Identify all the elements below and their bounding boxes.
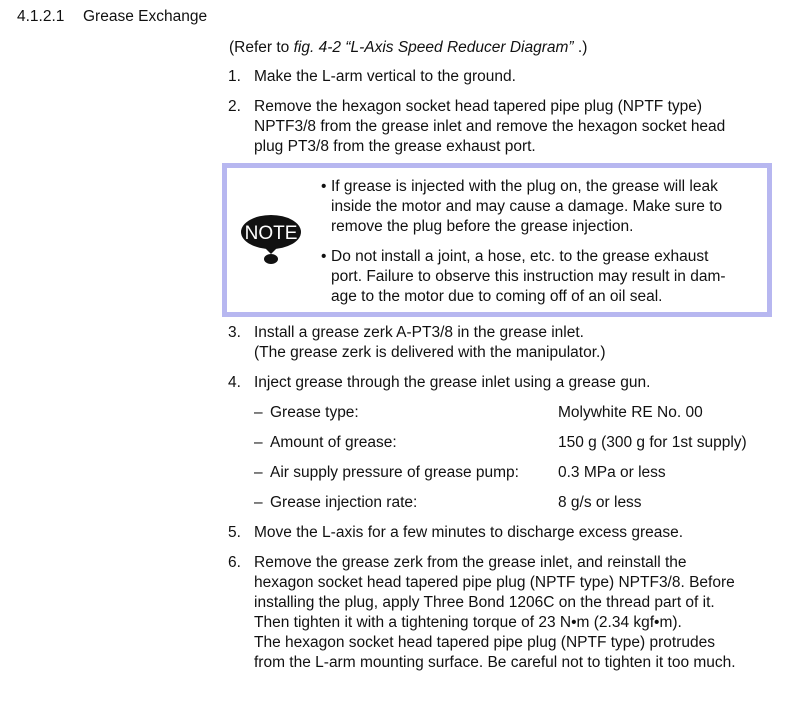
note-box <box>222 163 772 317</box>
step-line: Move the L-axis for a few minutes to discharge excess grease. <box>254 524 684 541</box>
step-line: Remove the grease zerk from the grease inlet, and reinstall the <box>254 554 687 571</box>
step-line: installing the plug, apply Three Bond 1206C on the thread part of it. <box>254 594 715 611</box>
spec-dash: – <box>254 404 263 421</box>
step-number: 1. <box>228 68 241 85</box>
spec-label: Air supply pressure of grease pump: <box>270 464 519 481</box>
step-line: Then tighten it with a tightening torque of 23 N•m (2.34 kgf•m). <box>254 614 682 631</box>
spec-label: Grease injection rate: <box>270 494 418 511</box>
note-bullet-text <box>331 247 726 307</box>
section-number: 4.1.2.1 <box>17 8 65 25</box>
reference-fig: fig. 4-2 <box>293 39 341 56</box>
step-4-text <box>254 373 650 393</box>
step-line: (The grease zerk is delivered with the manipulator.) <box>254 344 606 361</box>
reference-suffix: .) <box>577 39 588 56</box>
step-6-text <box>254 553 736 673</box>
step-1-text <box>254 67 516 87</box>
reference-prefix: (Refer to <box>229 39 294 56</box>
note-line: Do not install a joint, a hose, etc. to the grease exhaust <box>331 248 709 265</box>
note-line: remove the plug before the grease injection. <box>331 218 634 235</box>
note-line: If grease is injected with the plug on, the grease will leak <box>331 178 718 195</box>
step-number: 2. <box>228 98 241 115</box>
step-line: Make the L-arm vertical to the ground. <box>254 68 516 85</box>
note-bullet-text <box>331 177 722 237</box>
step-5-text <box>254 523 683 543</box>
step-number: 3. <box>228 324 241 341</box>
bullet-dot: • <box>321 248 327 265</box>
step-number: 6. <box>228 554 241 571</box>
spec-value: Molywhite RE No. 00 <box>558 404 703 421</box>
spec-dash: – <box>254 434 263 451</box>
step-number: 5. <box>228 524 241 541</box>
spec-dash: – <box>254 464 263 481</box>
note-icon-label: NOTE <box>244 223 298 244</box>
spec-value: 8 g/s or less <box>558 494 642 511</box>
step-line: NPTF3/8 from the grease inlet and remove the hexagon socket head <box>254 118 726 135</box>
step-3-text <box>254 323 606 363</box>
reference-title: “L-Axis Speed Reducer Diagram” <box>341 39 578 56</box>
step-line: Inject grease through the grease inlet using a grease gun. <box>254 374 651 391</box>
section-title: Grease Exchange <box>83 8 208 25</box>
step-line: plug PT3/8 from the grease exhaust port. <box>254 138 536 155</box>
note-icon <box>240 213 302 265</box>
note-line: age to the motor due to coming off of an oil seal. <box>331 288 663 305</box>
step-line: from the L-arm mounting surface. Be careful not to tighten it too much. <box>254 654 736 671</box>
step-number: 4. <box>228 374 241 391</box>
spec-value: 0.3 MPa or less <box>558 464 666 481</box>
note-line: port. Failure to observe this instruction may result in dam- <box>331 268 726 285</box>
bullet-dot: • <box>321 178 327 195</box>
spec-value: 150 g (300 g for 1st supply) <box>558 434 747 451</box>
step-line: Remove the hexagon socket head tapered pipe plug (NPTF type) <box>254 98 703 115</box>
step-line: hexagon socket head tapered pipe plug (NPTF type) NPTF3/8. Before <box>254 574 735 591</box>
step-line: Install a grease zerk A-PT3/8 in the grease inlet. <box>254 324 584 341</box>
spec-dash: – <box>254 494 263 511</box>
note-line: inside the motor and may cause a damage. Make sure to <box>331 198 723 215</box>
step-line: The hexagon socket head tapered pipe plug (NPTF type) protrudes <box>254 634 715 651</box>
spec-label: Grease type: <box>270 404 359 421</box>
figure-reference <box>229 38 587 58</box>
step-2-text <box>254 97 725 157</box>
spec-label: Amount of grease: <box>270 434 397 451</box>
